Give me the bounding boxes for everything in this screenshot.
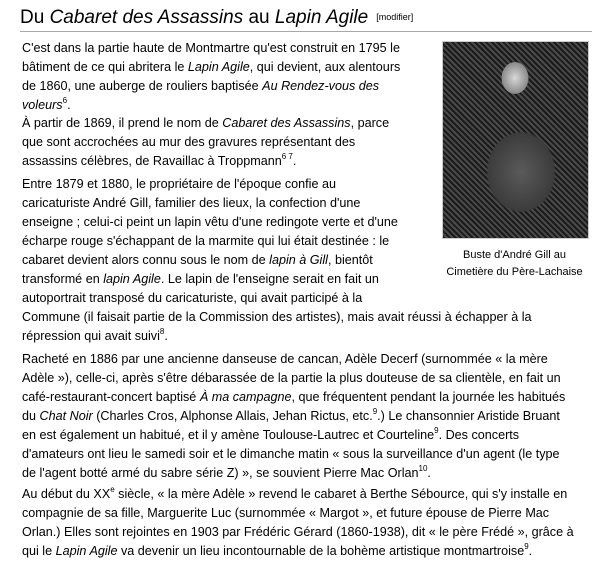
paragraph-3 (22, 175, 532, 346)
text-line: Commune (il faisait partie de la Commission des artistes), mais avait réussi à échapper à la (22, 310, 532, 324)
text-line: Au début du XXe siècle, « la mère Adèle » revend le cabaret à Berthe Sébource, qui s'y installe en (22, 485, 568, 501)
text-line: autoportrait transposé du caricaturiste, qui avait participé à la (22, 291, 363, 305)
text-line: C'est dans la partie haute de Montmartre qu'est construit en 1795 le (22, 41, 400, 55)
text-line: caricaturiste André Gill, familier des lieux, la confection d'une (22, 196, 361, 210)
paragraph-1 (22, 39, 400, 115)
italic-term: voleurs (22, 98, 63, 112)
text-line: Racheté en 1886 par une ancienne danseuse de cancan, Adèle Decerf (surnommée « la mère (22, 352, 548, 366)
text-line: assassins célèbres, de Ravaillac à Troppmann$^{6 7}$. (22, 152, 297, 168)
text-line: du Chat Noir (Charles Cros, Alphonse Allais, Jehan Rictus, etc.$^9$.) Le chansonnier Aristide Bruant (22, 407, 560, 423)
text-line: À partir de 1869, il prend le nom de Cabaret des Assassins, parce (22, 116, 390, 130)
paragraph-2 (22, 114, 389, 171)
reference-link[interactable]: 9 (434, 426, 439, 435)
text-line: Adèle »), celle-ci, après s'être débarassée de la partie la plus douteuse de sa clientèle, en fait un (22, 371, 561, 385)
text-line: Entre 1879 et 1880, le propriétaire de l'époque confie au (22, 177, 336, 191)
text-line: en est également un habitué, et il y amène Toulouse-Lautrec et Courteline$^9$. Des concerts (22, 426, 520, 442)
text-line: compagnie de sa fille, Marguerite Luc (surnommée « Margot », et future épouse de Pierre Mac (22, 506, 550, 520)
text-line: café-restaurant-concert baptisé À ma campagne, que fréquentent pendant la journée les habitués (22, 390, 566, 404)
text-line: voleurs$^6$. (22, 96, 71, 112)
text-line: d'amateurs ont lieu le samedi soir et le dimanche matin « sous la surveillance d'un agent (le type (22, 447, 560, 461)
reference-link[interactable]: 8 (159, 327, 165, 336)
italic-term: Au Rendez-vous des (262, 79, 380, 93)
text-line: qui le Lapin Agile va devenir un lieu incontournable de la bohème artistique montmartroise$^9$. (22, 542, 533, 558)
section-heading (20, 4, 595, 31)
italic-term: Lapin Agile (55, 544, 118, 558)
text-line: bâtiment de ce qui abritera le Lapin Agile, qui devient, aux alentours (22, 60, 401, 74)
text-line: cabaret devient alors connu sous le nom de lapin à Gill, bientôt (22, 253, 373, 267)
paragraph-5 (22, 485, 574, 561)
text-line: de 1860, une auberge de rouliers baptisée Au Rendez-vous des (22, 79, 380, 93)
text-line: de l'agent botté armé du sabre série Z) », se souvient Pierre Mac Orlan$^{10}$. (22, 464, 431, 480)
italic-term: À ma campagne (199, 390, 292, 404)
edit-section-link[interactable]: [modifier] (376, 12, 414, 22)
century-superscript: e (110, 485, 115, 494)
heading-title-lapin: Lapin Agile (274, 7, 369, 28)
reference-link[interactable]: 6 7 (281, 152, 293, 161)
reference-link[interactable]: 6 (62, 96, 68, 105)
caption-line: Cimetière du Père-Lachaise (446, 266, 583, 278)
italic-term: Lapin Agile (187, 60, 250, 74)
heading-text: au (243, 7, 275, 28)
heading-divider (20, 31, 592, 32)
italic-term: Chat Noir (39, 409, 93, 423)
text-line: que sont accrochées au mur des gravures représentant des (22, 135, 356, 149)
reference-link[interactable]: 9 (372, 407, 378, 416)
reference-link[interactable]: 9 (524, 542, 529, 551)
italic-term: lapin à Gill (269, 253, 328, 267)
italic-term: lapin Agile (103, 272, 161, 286)
text-line: Orlan.) Elles sont rejointes en 1903 par Frédéric Gérard (1860-1938), dit « le père Frédé », grâce à (22, 525, 574, 539)
caption-line: Buste d'André Gill au (463, 249, 566, 261)
heading-title-cabaret: Cabaret des Assassins (49, 7, 244, 28)
text-line: répression qui avait suivi$^8$. (22, 327, 168, 343)
italic-term: Cabaret des Assassins (222, 116, 351, 130)
paragraph-4 (22, 350, 565, 483)
heading-text: Du (20, 7, 50, 28)
reference-link[interactable]: 10 (418, 464, 428, 473)
text-line: transformé en lapin Agile. Le lapin de l'enseigne serait en fait un (22, 272, 379, 286)
text-line: enseigne ; celui-ci peint un lapin vêtu d'une redingote verte et d'une (22, 215, 398, 229)
text-line: écharpe rouge s'échappant de la marmite qui lui était destinée : le (22, 234, 390, 248)
